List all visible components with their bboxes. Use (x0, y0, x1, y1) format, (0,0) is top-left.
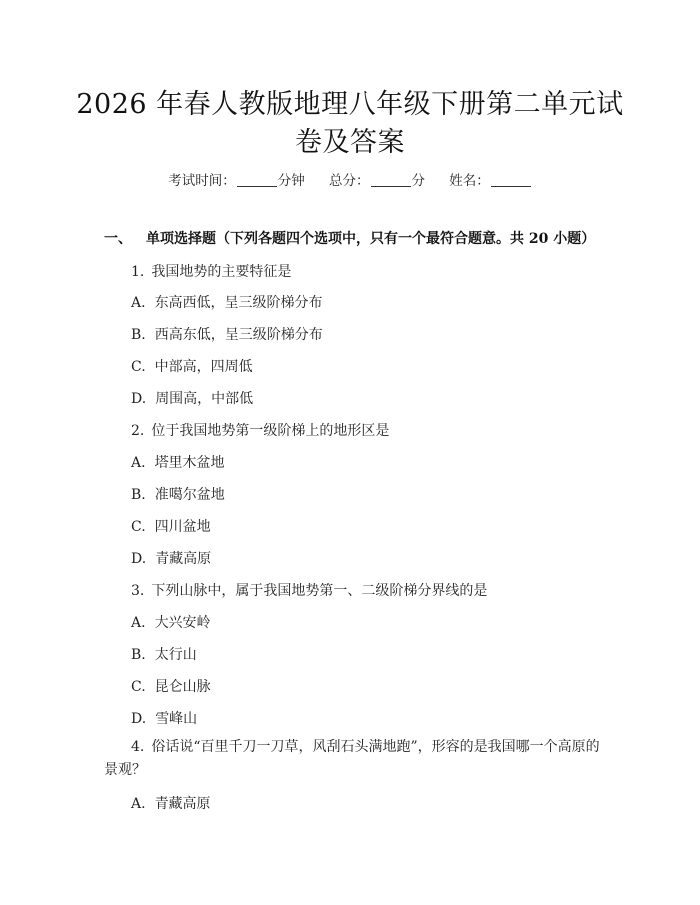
option-1a (131, 292, 323, 312)
exam-time (168, 173, 309, 189)
question-4 (104, 736, 600, 782)
option-3c (131, 676, 211, 696)
option-letter: C. (131, 679, 146, 695)
score-unit: 分 (411, 173, 425, 189)
option-text: 青藏高原 (155, 551, 212, 567)
option-1c (131, 356, 253, 376)
option-letter: D. (131, 551, 147, 567)
option-text: 四川盆地 (154, 519, 211, 535)
exam-score (329, 173, 429, 189)
option-text: 昆仑山脉 (154, 679, 211, 695)
option-3a (131, 612, 211, 632)
option-text: 太行山 (154, 647, 197, 663)
option-text: 塔里木盆地 (154, 455, 225, 471)
option-text: 东高西低，呈三级阶梯分布 (154, 295, 323, 311)
option-1b (131, 324, 323, 344)
option-1d (131, 388, 253, 408)
option-letter: C. (131, 519, 146, 535)
question-number: 3. (131, 583, 145, 599)
question-3 (131, 580, 487, 600)
option-text: 青藏高原 (154, 796, 211, 812)
option-letter: A. (131, 796, 146, 812)
score-blank (371, 174, 411, 187)
question-2 (131, 420, 389, 440)
score-label: 总分： (329, 173, 370, 189)
section-heading (104, 228, 595, 248)
section-text: 单项选择题（下列各题四个选项中，只有一个最符合题意。共 20 小题） (146, 231, 596, 247)
option-letter: D. (131, 711, 147, 727)
option-3d (131, 708, 197, 728)
time-blank (237, 174, 277, 187)
option-text: 西高东低，呈三级阶梯分布 (154, 327, 323, 343)
option-2c (131, 516, 211, 536)
name-label: 姓名： (449, 173, 490, 189)
option-2d (131, 548, 211, 568)
section-number: 一、 (104, 231, 132, 247)
option-text: 大兴安岭 (154, 615, 211, 631)
option-text: 周围高，中部低 (155, 391, 254, 407)
question-text: 位于我国地势第一级阶梯上的地形区是 (151, 423, 390, 439)
time-unit: 分钟 (277, 173, 305, 189)
name-blank (491, 174, 531, 187)
question-text: 俗话说“百里千刀一刀草，风刮石头满地跑”，形容的是我国哪一个高原的景观？ (104, 739, 600, 778)
option-letter: A. (131, 295, 146, 311)
option-letter: D. (131, 391, 147, 407)
option-letter: B. (131, 647, 146, 663)
question-1 (131, 261, 291, 281)
option-2a (131, 452, 225, 472)
time-label: 考试时间： (168, 173, 236, 189)
exam-name (449, 173, 532, 189)
exam-meta (0, 169, 700, 189)
option-2b (131, 484, 225, 504)
option-3b (131, 644, 197, 664)
option-letter: A. (131, 615, 146, 631)
option-letter: B. (131, 487, 146, 503)
option-letter: C. (131, 359, 146, 375)
question-text: 我国地势的主要特征是 (151, 264, 292, 280)
option-letter: B. (131, 327, 146, 343)
option-4a (131, 793, 211, 813)
question-number: 4. (131, 739, 145, 755)
question-number: 1. (131, 264, 145, 280)
question-number: 2. (131, 423, 145, 439)
option-text: 中部高，四周低 (154, 359, 253, 375)
page-title: 2026 年春人教版地理八年级下册第二单元试卷及答案 (76, 89, 624, 158)
option-letter: A. (131, 455, 146, 471)
question-text: 下列山脉中，属于我国地势第一、二级阶梯分界线的是 (151, 583, 488, 599)
option-text: 准噶尔盆地 (154, 487, 225, 503)
option-text: 雪峰山 (155, 711, 198, 727)
